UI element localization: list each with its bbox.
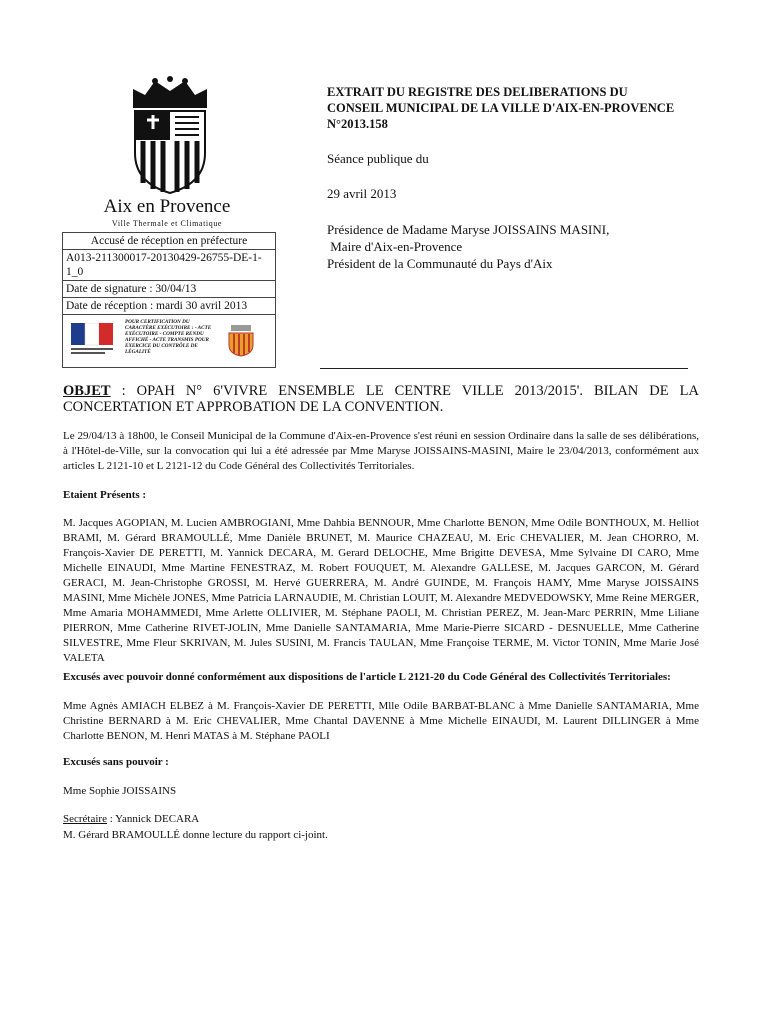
prefecture-acknowledgement-box <box>62 232 276 368</box>
seance-date: 29 avril 2013 <box>327 186 397 201</box>
sans-pouvoir-list: Mme Sophie JOISSAINS <box>63 785 177 797</box>
presents-list: M. Jacques AGOPIAN, M. Lucien AMBROGIANI, Mme Dahbia BENNOUR, Mme Charlotte BENON, Mme Odile BONTHOUX, M. Helliot BRAMI, M. Gérard BRAMOULLÉ, Mme Danièle BRUNET, M. Maurice CHAZEAU, M. Eric CHEVALIER, M. Jean CHORRO, M. François-Xavier DE PERETTI, M. Yannick DECARA, M. Gerard DELOCHE, Mme Brigitte DEVESA, Mme Sylvaine DI CARO, Mme Michelle EINAUDI, Mme Martine FENESTRAZ, M. Robert FOUQUET, M. Alexandre GALLESE, M. Jacques GARCON, M. Gérard GERACI, M. Jean-Christophe GROSSI, M. Hervé GUERRERA, M. André GUINDE, M. François HAMY, Mme Maryse JOISSAINS MASINI, Mme Michèle JONES, Mme Patricia LARNAUDIE, M. Christian LOUIT, M. Alexandre MEDVEDOWSKY, Mme Reine MERGER, Mme Amaria MOHAMMEDI, Mme Arlette OLLIVIER, M. Stéphane PAOLI, M. Christian PEREZ, M. Jean-Marc PERRIN, Mme Liliane PIERRON, Mme Catherine RIVET-JOLIN, Mme Danielle SANTAMARIA, Mme Marie-Pierre SICARD - DESNUELLE, Mme Catherine SILVESTRE, Mme Fleur SKRIVAN, M. Jules SUSINI, M. Francis TAULAN, Mme Françoise TERME, M. Victor TONIN, Mme Marie José VALETA <box>63 517 699 664</box>
city-crest-logo <box>125 75 215 195</box>
objet <box>63 383 699 415</box>
presidence-line: Maire d'Aix-en-Provence <box>327 239 463 254</box>
presidence-line: Président de la Communauté du Pays d'Aix <box>327 256 553 271</box>
secretaire-label: Secrétaire <box>63 813 107 825</box>
register-title: EXTRAIT DU REGISTRE DES DELIBERATIONS DU CONSEIL MUNICIPAL DE LA VILLE D'AIX-EN-PROVENCE N°2013.158 <box>327 85 675 131</box>
signature-date: Date de signature : 30/04/13 <box>63 281 275 298</box>
acknowledgement-reference: A013-211300017-20130429-26755-DE-1-1_0 <box>63 250 275 281</box>
executory-stamp-text: POUR CERTIFICATION DU CARACTÈRE EXÉCUTOIRE : - ACTE EXÉCUTOIRE - COMPTE RENDU AFFICHÉ - ACTE TRANSMIS POUR EXERCICE DU CONTRÔLE DE LÉGALITÉ <box>125 319 212 355</box>
acknowledgement-title: Accusé de réception en préfecture <box>63 233 275 250</box>
objet-label: OBJET <box>63 383 111 399</box>
excuses-heading: Excusés avec pouvoir donné conformément aux dispositions de l'article L 2121-20 du Code Général des Collectivités Territoriales: <box>63 671 671 683</box>
reception-date: Date de réception : mardi 30 avril 2013 <box>63 298 275 315</box>
city-name: Aix en Provence <box>103 196 231 217</box>
header-divider <box>320 368 688 369</box>
republic-logo <box>71 323 121 357</box>
city-small-logo <box>223 321 259 357</box>
excuses-list: Mme Agnès AMIACH ELBEZ à M. François-Xavier DE PERETTI, Mlle Odile BARBAT-BLANC à Mme Danielle SANTAMARIA, Mme Christine BERNARD à M. Eric CHEVALIER, Mme Chantal DAVENNE à Mme Michelle EINAUDI, M. Laurent DILLINGER à Mme Charlotte BENON, M. Henri MATAS à M. Stéphane PAOLI <box>63 700 699 742</box>
presidence-block <box>327 221 707 272</box>
objet-text: : OPAH N° 6'VIVRE ENSEMBLE LE CENTRE VILLE 2013/2015'. BILAN DE LA CONCERTATION ET APPROBATION DE LA CONVENTION. <box>63 383 699 415</box>
intro-paragraph: Le 29/04/13 à 18h00, le Conseil Municipal de la Commune d'Aix-en-Provence s'est réuni en session Ordinaire dans la salle de ses délibérations, à l'Hôtel-de-Ville, sur la convocation qui lui a été adressée par Mme Maryse JOISSAINS-MASINI, Maire le 23/04/2013, conformément aux articles L 2121-10 et L 2121-12 du Code Général des Collectivités Territoriales. <box>63 430 699 472</box>
sans-pouvoir-heading: Excusés sans pouvoir : <box>63 756 169 768</box>
acknowledgement-logos <box>63 315 275 363</box>
lecture-line: M. Gérard BRAMOULLÉ donne lecture du rapport ci-joint. <box>63 829 328 841</box>
secretaire-name: : Yannick DECARA <box>106 813 200 825</box>
seance-label: Séance publique du <box>327 151 429 166</box>
presents-heading: Etaient Présents : <box>63 489 147 501</box>
presidence-line: Présidence de Madame Maryse JOISSAINS MASINI, <box>327 222 610 237</box>
secretaire-line <box>63 812 699 827</box>
city-subtitle: Ville Thermale et Climatique <box>111 219 223 228</box>
